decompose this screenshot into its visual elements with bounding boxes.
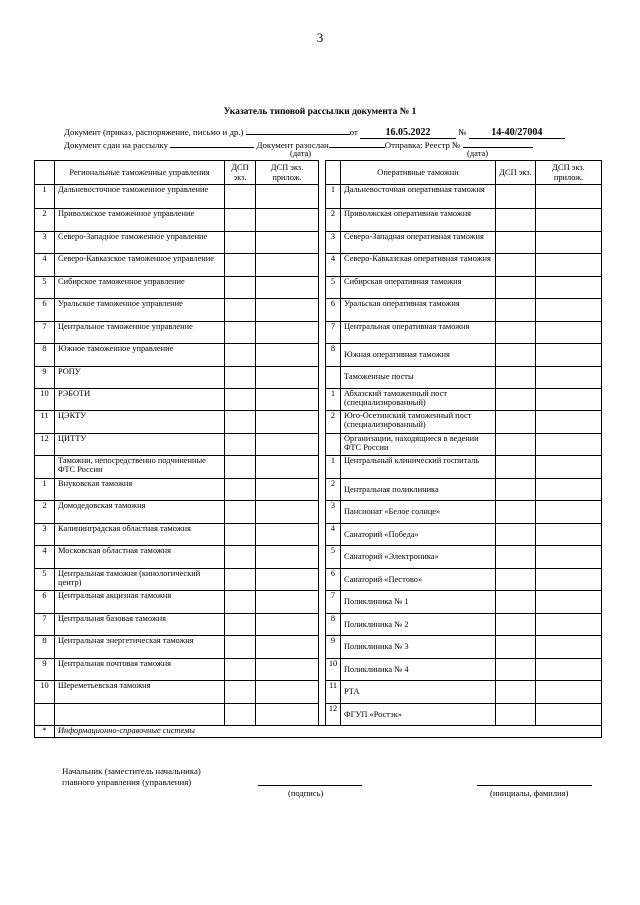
right-org-name: Юго-Осетинский таможенный пост (специализированный) <box>341 411 496 434</box>
right-row-number: 12 <box>326 703 341 726</box>
dsp-attachment-field[interactable] <box>536 411 602 434</box>
table-row <box>35 568 602 591</box>
left-org-name: Дальневосточное таможенное управление <box>55 185 225 209</box>
left-org-name: Шереметьевская таможня <box>55 681 225 704</box>
dsp-attachment-field[interactable] <box>256 501 319 524</box>
left-org-name: Северо-Западное таможенное управление <box>55 231 225 254</box>
dsp-attachment-field[interactable] <box>536 231 602 254</box>
right-org-name: Приволжская оперативная таможня <box>341 209 496 232</box>
right-org-name: Южная оперативная таможня <box>341 344 496 367</box>
left-row-number: 9 <box>35 366 55 388</box>
table-row <box>35 209 602 232</box>
dsp-attachment-field[interactable] <box>536 366 602 388</box>
right-row-number: 8 <box>326 344 341 367</box>
dsp-attachment-field[interactable] <box>256 568 319 591</box>
dsp-copies-field[interactable] <box>225 703 256 726</box>
right-org-name: Северо-Западная оперативная таможня <box>341 231 496 254</box>
document-title: Указатель типовой рассылки документа № 1 <box>223 107 417 117</box>
table-row <box>35 344 602 367</box>
dsp-copies-field[interactable] <box>225 366 256 388</box>
shipment-label: Отправка: Реестр № <box>384 140 461 150</box>
left-org-name: Центральная почтовая таможня <box>55 658 225 681</box>
left-org-name: Центральная акцизная таможня <box>55 591 225 614</box>
right-row-number <box>326 366 341 388</box>
dsp-copies-field[interactable] <box>496 276 536 299</box>
right-row-number: 1 <box>326 185 341 209</box>
right-row-number: 4 <box>326 254 341 277</box>
dsp-attachment-field[interactable] <box>256 523 319 546</box>
number-sign: № <box>458 127 467 137</box>
document-date: 16.05.2022 <box>360 127 456 139</box>
dsp-attachment-field[interactable] <box>536 321 602 344</box>
right-org-name: Уральская оперативная таможня <box>341 299 496 322</box>
left-row-number: 6 <box>35 299 55 322</box>
table-row <box>35 681 602 704</box>
dsp-copies-field[interactable] <box>496 321 536 344</box>
left-row-number: 10 <box>35 388 55 411</box>
dsp-copies-field[interactable] <box>496 185 536 209</box>
table-row <box>35 478 602 501</box>
dsp-copies-field[interactable] <box>496 523 536 546</box>
dsp-attachment-field[interactable] <box>536 546 602 569</box>
header-right-org: Оперативные таможни <box>341 161 496 185</box>
left-row-number: 3 <box>35 231 55 254</box>
left-org-name: Центральная базовая таможня <box>55 613 225 636</box>
dsp-copies-field[interactable] <box>496 501 536 524</box>
dsp-copies-field[interactable] <box>225 185 256 209</box>
left-org-name: ЦИТТУ <box>55 433 225 456</box>
dsp-attachment-field[interactable] <box>536 523 602 546</box>
right-row-number <box>326 433 341 456</box>
dsp-copies-field[interactable] <box>225 456 256 479</box>
right-org-name: Поликлиника № 1 <box>341 591 496 614</box>
dsp-copies-field[interactable] <box>225 231 256 254</box>
right-row-number: 2 <box>326 209 341 232</box>
dsp-attachment-field[interactable] <box>256 433 319 456</box>
dsp-attachment-field[interactable] <box>536 456 602 479</box>
distributed-date-field[interactable] <box>329 138 385 148</box>
left-row-number: 11 <box>35 411 55 434</box>
left-row-number: 10 <box>35 681 55 704</box>
dsp-attachment-field[interactable] <box>536 568 602 591</box>
dsp-copies-field[interactable] <box>225 433 256 456</box>
right-row-number: 9 <box>326 636 341 659</box>
dsp-copies-field[interactable] <box>225 209 256 232</box>
dsp-copies-field[interactable] <box>225 591 256 614</box>
header-number <box>326 161 341 185</box>
dsp-attachment-field[interactable] <box>256 456 319 479</box>
left-org-name: Приволжское таможенное управление <box>55 209 225 232</box>
left-org-name: Таможни, непосредственно подчиненные ФТС России <box>55 456 225 479</box>
left-row-number <box>35 456 55 479</box>
name-caption: (инициалы, фамилия) <box>490 788 569 798</box>
dsp-attachment-field[interactable] <box>256 591 319 614</box>
dsp-copies-field[interactable] <box>496 568 536 591</box>
table-row <box>35 299 602 322</box>
dsp-attachment-field[interactable] <box>256 209 319 232</box>
left-row-number: 8 <box>35 344 55 367</box>
dsp-copies-field[interactable] <box>225 276 256 299</box>
left-row-number: 5 <box>35 568 55 591</box>
left-row-number: 2 <box>35 209 55 232</box>
table-row <box>35 366 602 388</box>
dsp-copies-field[interactable] <box>496 591 536 614</box>
left-org-name: Московская областная таможня <box>55 546 225 569</box>
right-row-number: 6 <box>326 568 341 591</box>
left-org-name: Центральная энергетическая таможня <box>55 636 225 659</box>
dsp-copies-field[interactable] <box>496 658 536 681</box>
dsp-copies-field[interactable] <box>225 478 256 501</box>
dsp-attachment-field[interactable] <box>536 276 602 299</box>
left-row-number: 4 <box>35 546 55 569</box>
table-row <box>35 546 602 569</box>
name-field[interactable] <box>477 785 592 786</box>
dsp-attachment-field[interactable] <box>256 388 319 411</box>
table-row <box>35 231 602 254</box>
right-org-name: Сибирская оперативная таможня <box>341 276 496 299</box>
right-row-number: 5 <box>326 276 341 299</box>
left-org-name: Калининградская областная таможня <box>55 523 225 546</box>
document-line <box>64 125 565 139</box>
dsp-copies-field[interactable] <box>225 681 256 704</box>
from-label: от <box>349 127 358 137</box>
dsp-attachment-field[interactable] <box>536 344 602 367</box>
dsp-attachment-field[interactable] <box>536 703 602 726</box>
table-row <box>35 613 602 636</box>
dsp-attachment-field[interactable] <box>256 613 319 636</box>
left-org-name: Центральная таможня (кинологический центр) <box>55 568 225 591</box>
dsp-attachment-field[interactable] <box>256 703 319 726</box>
right-row-number: 1 <box>326 456 341 479</box>
signatory-role <box>62 766 201 788</box>
right-org-name: ФГУП «Ростэк» <box>341 703 496 726</box>
right-row-number: 4 <box>326 523 341 546</box>
dsp-attachment-field[interactable] <box>256 546 319 569</box>
page-number: 3 <box>316 30 324 45</box>
table-row <box>35 321 602 344</box>
right-org-name: РТА <box>341 681 496 704</box>
footer-row <box>35 726 602 738</box>
right-org-name: Поликлиника № 2 <box>341 613 496 636</box>
table-header <box>35 161 602 185</box>
dsp-attachment-field[interactable] <box>536 681 602 704</box>
header-dsp-attachment: ДСП экз. прилож. <box>536 161 602 185</box>
right-row-number: 7 <box>326 321 341 344</box>
dsp-attachment-field[interactable] <box>256 321 319 344</box>
dsp-copies-field[interactable] <box>225 254 256 277</box>
right-row-number: 8 <box>326 613 341 636</box>
header-dsp: ДСП экз. <box>496 161 536 185</box>
left-row-number: 7 <box>35 613 55 636</box>
dsp-copies-field[interactable] <box>225 613 256 636</box>
left-row-number: 7 <box>35 321 55 344</box>
signature-field[interactable] <box>258 785 362 786</box>
header-left-org: Региональные таможенные управления <box>55 161 225 185</box>
left-row-number: 6 <box>35 591 55 614</box>
dsp-copies-field[interactable] <box>225 546 256 569</box>
right-row-number: 2 <box>326 478 341 501</box>
left-org-name: Внуковская таможня <box>55 478 225 501</box>
dsp-attachment-field[interactable] <box>536 478 602 501</box>
table-row <box>35 388 602 411</box>
submitted-date-field[interactable] <box>170 138 254 148</box>
right-row-number: 5 <box>326 546 341 569</box>
distributed-label: Документ разослан <box>256 140 329 150</box>
dsp-attachment-field[interactable] <box>536 185 602 209</box>
left-row-number: 4 <box>35 254 55 277</box>
document-label: Документ (приказ, распоряжение, письмо и др.) <box>64 127 244 137</box>
mailing-list-table <box>34 160 602 738</box>
right-row-number: 1 <box>326 388 341 411</box>
left-org-name: Северо-Кавказское таможенное управление <box>55 254 225 277</box>
left-org-name: Домодедовская таможня <box>55 501 225 524</box>
table-row <box>35 411 602 434</box>
table-row <box>35 433 602 456</box>
left-org-name: РОПУ <box>55 366 225 388</box>
dsp-copies-field[interactable] <box>225 501 256 524</box>
dsp-attachment-field[interactable] <box>536 209 602 232</box>
right-org-name: Таможенные посты <box>341 366 496 388</box>
left-row-number: 8 <box>35 636 55 659</box>
right-row-number: 2 <box>326 411 341 434</box>
right-org-name: Северо-Кавказская оперативная таможня <box>341 254 496 277</box>
left-row-number: 5 <box>35 276 55 299</box>
dsp-copies-field[interactable] <box>496 254 536 277</box>
table-row <box>35 185 602 209</box>
dsp-attachment-field[interactable] <box>536 658 602 681</box>
dsp-copies-field[interactable] <box>496 209 536 232</box>
table-row <box>35 703 602 726</box>
left-org-name: РЭБОТИ <box>55 388 225 411</box>
header-dsp: ДСП экз. <box>225 161 256 185</box>
dsp-attachment-field[interactable] <box>256 344 319 367</box>
left-row-number: 12 <box>35 433 55 456</box>
dsp-attachment-field[interactable] <box>256 231 319 254</box>
table-row <box>35 456 602 479</box>
dsp-copies-field[interactable] <box>496 636 536 659</box>
dsp-attachment-field[interactable] <box>536 613 602 636</box>
table-row <box>35 658 602 681</box>
right-org-name: Организации, находящиеся в ведении ФТС России <box>341 433 496 456</box>
registry-number-field[interactable] <box>463 138 533 148</box>
left-row-number: 1 <box>35 185 55 209</box>
footer-mark: * <box>35 726 55 738</box>
dsp-attachment-field[interactable] <box>536 501 602 524</box>
dsp-attachment-field[interactable] <box>256 478 319 501</box>
dsp-copies-field[interactable] <box>225 388 256 411</box>
dsp-copies-field[interactable] <box>225 523 256 546</box>
header-number <box>35 161 55 185</box>
left-row-number <box>35 703 55 726</box>
dsp-attachment-field[interactable] <box>256 254 319 277</box>
left-org-name: ЦЭКТУ <box>55 411 225 434</box>
dsp-copies-field[interactable] <box>496 681 536 704</box>
dsp-copies-field[interactable] <box>496 703 536 726</box>
right-row-number: 11 <box>326 681 341 704</box>
dsp-attachment-field[interactable] <box>536 591 602 614</box>
submitted-label: Документ сдан на рассылку <box>64 140 169 150</box>
dsp-attachment-field[interactable] <box>256 366 319 388</box>
left-org-name: Южное таможенное управление <box>55 344 225 367</box>
table-row <box>35 636 602 659</box>
dsp-copies-field[interactable] <box>225 636 256 659</box>
table-row <box>35 523 602 546</box>
dsp-copies-field[interactable] <box>225 411 256 434</box>
right-org-name: Поликлиника № 3 <box>341 636 496 659</box>
right-org-name: Центральная поликлиника <box>341 478 496 501</box>
dsp-attachment-field[interactable] <box>256 185 319 209</box>
left-org-name: Сибирское таможенное управление <box>55 276 225 299</box>
dsp-copies-field[interactable] <box>496 456 536 479</box>
dsp-attachment-field[interactable] <box>536 299 602 322</box>
right-row-number: 3 <box>326 231 341 254</box>
signatory-role-line: Начальник (заместитель начальника) <box>62 766 201 776</box>
date-caption: (дата) <box>467 148 489 158</box>
dsp-copies-field[interactable] <box>496 344 536 367</box>
dsp-copies-field[interactable] <box>496 231 536 254</box>
left-row-number: 1 <box>35 478 55 501</box>
dsp-attachment-field[interactable] <box>256 636 319 659</box>
dsp-copies-field[interactable] <box>225 658 256 681</box>
dsp-attachment-field[interactable] <box>256 681 319 704</box>
left-row-number: 3 <box>35 523 55 546</box>
right-row-number: 3 <box>326 501 341 524</box>
dsp-attachment-field[interactable] <box>536 636 602 659</box>
table-row <box>35 254 602 277</box>
dsp-attachment-field[interactable] <box>536 388 602 411</box>
dsp-copies-field[interactable] <box>225 568 256 591</box>
right-org-name: Центральный клинический госпиталь <box>341 456 496 479</box>
table-row <box>35 501 602 524</box>
date-caption: (дата) <box>290 148 312 158</box>
right-row-number: 10 <box>326 658 341 681</box>
dsp-copies-field[interactable] <box>496 613 536 636</box>
dsp-copies-field[interactable] <box>225 344 256 367</box>
header-dsp-attachment: ДСП экз. прилож. <box>256 161 319 185</box>
right-org-name: Санаторий «Пестово» <box>341 568 496 591</box>
right-org-name: Центральная оперативная таможня <box>341 321 496 344</box>
right-org-name: Санаторий «Электроника» <box>341 546 496 569</box>
table-row <box>35 591 602 614</box>
dsp-copies-field[interactable] <box>496 299 536 322</box>
right-org-name: Пансионат «Белое солнце» <box>341 501 496 524</box>
right-org-name: Санаторий «Победа» <box>341 523 496 546</box>
right-row-number: 6 <box>326 299 341 322</box>
left-row-number: 9 <box>35 658 55 681</box>
dsp-attachment-field[interactable] <box>256 658 319 681</box>
dsp-attachment-field[interactable] <box>536 254 602 277</box>
left-row-number: 2 <box>35 501 55 524</box>
dsp-copies-field[interactable] <box>496 478 536 501</box>
dsp-attachment-field[interactable] <box>256 299 319 322</box>
dsp-attachment-field[interactable] <box>256 411 319 434</box>
dsp-attachment-field[interactable] <box>536 433 602 456</box>
footer-text: Информационно-справочные системы <box>55 726 602 738</box>
left-org-name: Уральское таможенное управление <box>55 299 225 322</box>
dsp-copies-field[interactable] <box>496 388 536 411</box>
left-org-name: Центральное таможенное управление <box>55 321 225 344</box>
right-org-name: Абхазский таможенный пост (специализированный) <box>341 388 496 411</box>
document-number: 14-40/27004 <box>469 127 565 139</box>
dsp-copies-field[interactable] <box>225 321 256 344</box>
dsp-copies-field[interactable] <box>496 366 536 388</box>
table-row <box>35 276 602 299</box>
dsp-copies-field[interactable] <box>496 411 536 434</box>
dsp-attachment-field[interactable] <box>256 276 319 299</box>
left-org-name <box>55 703 225 726</box>
dsp-copies-field[interactable] <box>496 433 536 456</box>
document-type-field[interactable] <box>246 125 350 135</box>
right-org-name: Поликлиника № 4 <box>341 658 496 681</box>
signatory-role-line: главного управления (управления) <box>62 777 192 787</box>
dsp-copies-field[interactable] <box>225 299 256 322</box>
right-row-number: 7 <box>326 591 341 614</box>
dsp-copies-field[interactable] <box>496 546 536 569</box>
signature-caption: (подпись) <box>288 788 324 798</box>
right-org-name: Дальневосточная оперативная таможня <box>341 185 496 209</box>
